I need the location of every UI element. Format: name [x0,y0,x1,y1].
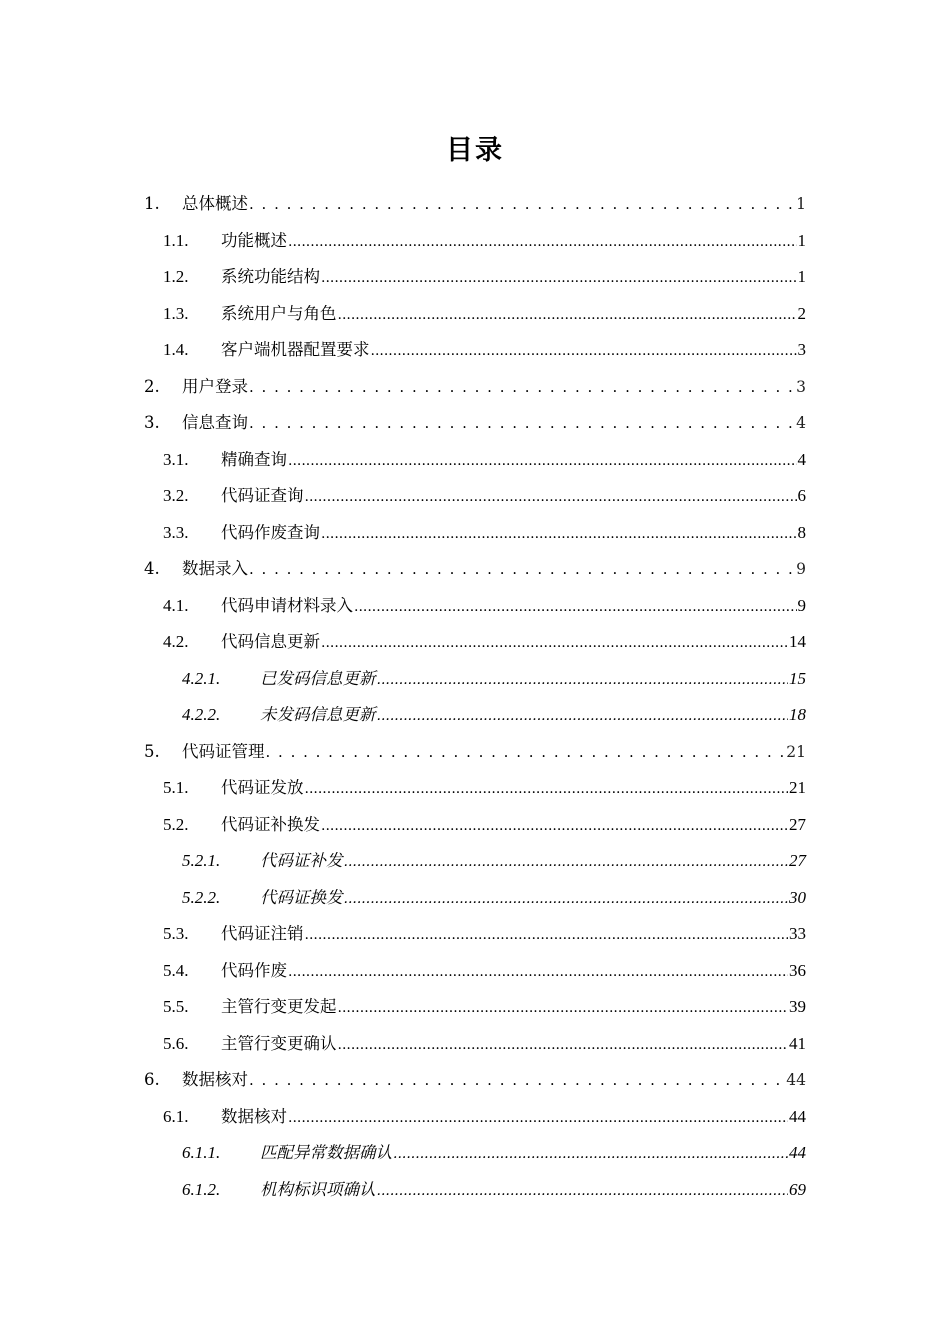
toc-entry-number: 4.1. [163,595,189,615]
toc-entry-number: 1.4. [163,340,189,359]
toc-entry-page-number: 33 [789,924,806,943]
toc-entry[interactable] [182,843,806,879]
toc-dot-leader [371,332,797,369]
toc-entry-page-number: 44 [789,1143,806,1162]
toc-entry-page-number: 21 [789,778,806,797]
toc-entry-number: 5.6. [163,1033,189,1053]
toc-entry-page-number: 18 [789,705,806,724]
toc-entry-label: 精确查询 [221,449,287,469]
toc-entry[interactable] [163,296,806,332]
toc-entry[interactable] [182,880,806,916]
toc-entry-page-number: 9 [797,595,806,615]
toc-entry-page-number: 2 [797,303,806,323]
toc-entry-page-number: 69 [789,1179,806,1199]
toc-entry-page-number: 9 [796,560,806,578]
toc-dot-leader [305,478,797,515]
toc-dot-leader [249,186,795,222]
toc-dot-leader [393,1135,788,1172]
toc-entry-label: 数据核对 [221,1106,287,1126]
toc-entry-label: 机构标识项确认 [260,1179,376,1199]
toc-entry-number: 1. [144,194,160,213]
toc-entry[interactable] [163,259,806,295]
toc-dot-leader [344,880,789,917]
toc-entry-number: 4.2. [163,632,189,651]
toc-dot-leader [377,1172,789,1209]
toc-entry[interactable] [163,770,806,806]
toc-entry-label: 客户端机器配置要求 [221,340,370,359]
toc-entry-page-number: 1 [797,230,806,250]
toc-entry[interactable] [144,186,806,222]
toc-dot-leader [288,223,797,260]
toc-entry[interactable] [163,478,806,514]
toc-entry-number: 1.3. [163,303,189,323]
toc-entry-number: 4.2.1. [182,668,221,688]
toc-dot-leader [321,259,797,296]
toc-dot-leader [249,1062,785,1098]
toc-entry-number: 5.5. [163,997,189,1016]
toc-dot-leader [338,296,797,333]
toc-entry-page-number: 21 [786,742,806,761]
toc-entry-number: 6. [144,1070,160,1089]
toc-entry-label: 数据录入 [182,559,248,578]
toc-entry-label: 代码作废 [221,960,287,980]
toc-entry[interactable] [144,734,806,770]
toc-entry-page-number: 6 [797,486,806,505]
toc-entry[interactable] [182,1172,806,1208]
toc-entry-page-number: 15 [789,668,806,688]
toc-entry-page-number: 14 [789,632,806,651]
toc-entry-number: 5.2.1. [182,851,221,870]
toc-entry-label: 系统用户与角色 [221,303,337,323]
toc-dot-leader [266,734,786,770]
toc-dot-leader [288,953,788,990]
toc-dot-leader [305,770,789,807]
toc-entry-number: 3. [144,413,160,432]
toc-dot-leader [288,1099,788,1136]
toc-dot-leader [338,1026,789,1063]
toc-entry-label: 信息查询 [182,413,248,432]
toc-dot-leader [249,551,795,587]
toc-dot-leader [249,369,795,405]
toc-entry-number: 3.2. [163,486,189,505]
toc-entry[interactable] [144,369,806,405]
toc-dot-leader [321,515,797,552]
toc-entry-number: 5.2.2. [182,887,221,907]
toc-entry-page-number: 8 [797,522,806,542]
toc-entry-page-number: 44 [786,1071,806,1089]
toc-entry-page-number: 3 [797,340,806,359]
toc-entry-number: 6.1.2. [182,1179,221,1199]
toc-entry-number: 5. [144,741,160,761]
toc-dot-leader [321,624,788,661]
toc-entry-label: 代码证管理 [182,741,265,761]
toc-entry-label: 总体概述 [182,194,248,213]
toc-entry-number: 6.1. [163,1106,189,1126]
toc-entry-number: 5.1. [163,778,189,797]
toc-entry[interactable] [163,332,806,368]
toc-entry-label: 代码申请材料录入 [221,595,353,615]
toc-dot-leader [338,989,789,1026]
toc-entry-number: 4. [144,559,160,578]
toc-entry[interactable] [144,551,806,587]
toc-entry-page-number: 39 [789,997,806,1016]
toc-entry-page-number: 4 [796,414,806,432]
toc-entry[interactable] [163,624,806,660]
toc-entry-page-number: 1 [797,267,806,286]
toc-entry-label: 主管行变更确认 [221,1033,337,1053]
toc-dot-leader [288,442,797,479]
toc-dot-leader [344,843,789,880]
toc-entry-page-number: 3 [796,377,806,396]
toc-entry-label: 代码作废查询 [221,522,320,542]
toc-entry-label: 功能概述 [221,230,287,250]
toc-entry-label: 代码证发放 [221,778,304,797]
toc-entry-page-number: 44 [789,1106,806,1126]
page-title: 目录 [446,135,504,166]
toc-entry-label: 系统功能结构 [221,267,320,286]
toc-dot-leader [377,661,789,698]
toc-entry-page-number: 27 [789,814,806,834]
toc-entry-page-number: 1 [796,195,806,213]
toc-entry-label: 已发码信息更新 [260,668,376,688]
toc-entry-number: 2. [144,376,160,396]
toc-entry-label: 代码证换发 [260,887,343,907]
toc-entry[interactable] [163,515,806,551]
toc-entry[interactable] [182,697,806,733]
toc-entry-number: 5.3. [163,924,189,943]
toc-entry-label: 代码证补发 [260,851,343,870]
toc-entry-label: 主管行变更发起 [221,997,337,1016]
toc-entry-number: 1.1. [163,230,189,250]
toc-entry[interactable] [163,989,806,1025]
toc-entry-page-number: 30 [789,887,806,907]
toc-entry-label: 用户登录 [182,376,248,396]
toc-entry-number: 5.4. [163,960,189,980]
toc-dot-leader [354,588,797,625]
toc-entry[interactable] [163,588,806,624]
toc-dot-leader [321,807,788,844]
toc-entry[interactable] [144,405,806,441]
toc-entry[interactable] [144,1062,806,1098]
toc-entry-page-number: 36 [789,960,806,980]
toc-entry-label: 未发码信息更新 [260,705,376,724]
toc-entry-number: 3.3. [163,522,189,542]
toc-entry-label: 数据核对 [182,1070,248,1089]
toc-dot-leader [249,405,795,441]
toc-entry-page-number: 27 [789,851,806,870]
toc-entry-label: 代码信息更新 [221,632,320,651]
toc-entry-number: 5.2. [163,814,189,834]
toc-entry[interactable] [182,1135,806,1171]
toc-entry[interactable] [163,442,806,478]
toc-entry[interactable] [163,1099,806,1135]
toc-entry[interactable] [163,1026,806,1062]
toc-entry-number: 3.1. [163,449,189,469]
toc-entry[interactable] [163,807,806,843]
toc-entry-label: 匹配异常数据确认 [260,1143,392,1162]
toc-dot-leader [377,697,789,734]
toc-entry[interactable] [163,223,806,259]
toc-entry[interactable] [182,661,806,697]
toc-entry-label: 代码证查询 [221,486,304,505]
toc-entry[interactable] [163,953,806,989]
toc-entry-number: 6.1.1. [182,1143,221,1162]
toc-entry[interactable] [163,916,806,952]
toc-entry-number: 4.2.2. [182,705,221,724]
toc-dot-leader [305,916,789,953]
toc-entry-page-number: 4 [797,449,806,469]
toc-entry-label: 代码证补换发 [221,814,320,834]
toc-entry-label: 代码证注销 [221,924,304,943]
toc-entry-number: 1.2. [163,267,189,286]
toc-entry-page-number: 41 [789,1033,806,1053]
